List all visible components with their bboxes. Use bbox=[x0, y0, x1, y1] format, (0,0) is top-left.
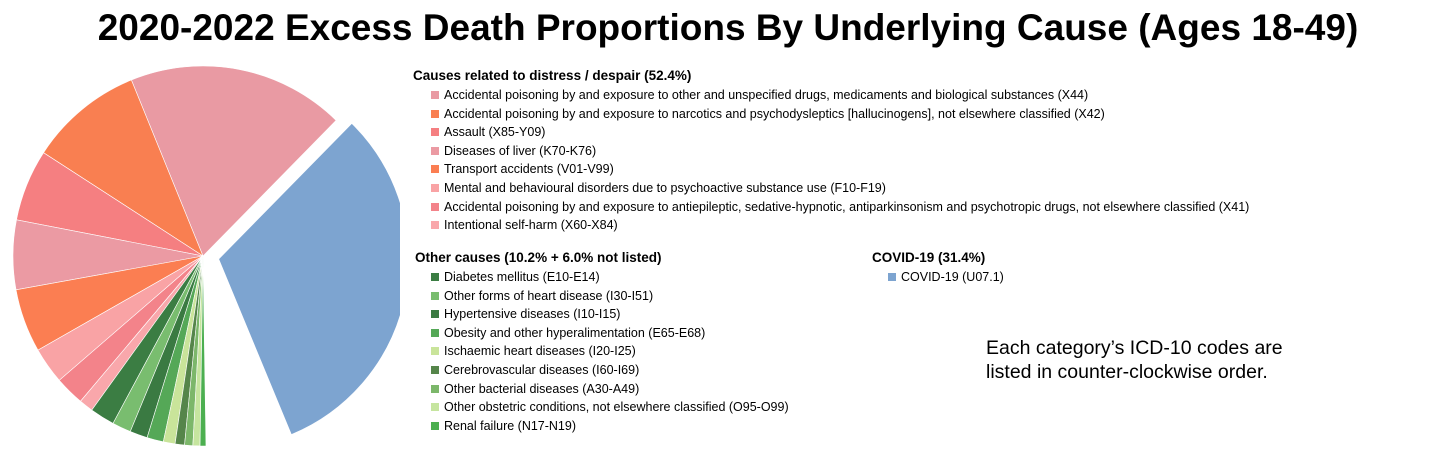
legend-item bbox=[431, 306, 620, 322]
legend-swatch bbox=[431, 91, 439, 99]
legend-swatch bbox=[431, 203, 439, 211]
legend-heading-covid: COVID-19 (31.4%) bbox=[872, 250, 986, 265]
legend-label: Ischaemic heart diseases (I20-I25) bbox=[444, 344, 636, 359]
legend-swatch bbox=[431, 310, 439, 318]
legend-label: Cerebrovascular diseases (I60-I69) bbox=[444, 363, 640, 377]
chart-title: 2020-2022 Excess Death Proportions By Underlying Cause (Ages 18-49) bbox=[97, 7, 1359, 48]
note-line-1: Each category’s ICD-10 codes are bbox=[986, 337, 1283, 359]
legend-swatch bbox=[888, 273, 896, 281]
legend-item bbox=[431, 87, 1088, 103]
legend-label: Mental and behavioural disorders due to psychoactive substance use (F10-F19) bbox=[444, 181, 886, 195]
legend-swatch bbox=[431, 292, 439, 300]
legend-item bbox=[431, 381, 639, 397]
legend-swatch bbox=[431, 422, 439, 430]
legend-item bbox=[431, 143, 596, 159]
legend-label: Other obstetric conditions, not elsewhere classified (O95-O99) bbox=[444, 400, 789, 415]
legend-swatch bbox=[431, 329, 439, 337]
legend-label: Renal failure (N17-N19) bbox=[444, 418, 577, 433]
legend-label: COVID-19 (U07.1) bbox=[901, 270, 1004, 284]
legend-item bbox=[431, 124, 545, 140]
legend-item bbox=[431, 288, 653, 304]
legend-item bbox=[888, 269, 1004, 285]
legend-label: Intentional self-harm (X60-X84) bbox=[444, 218, 618, 233]
legend-heading-despair: Causes related to distress / despair (52.4%) bbox=[413, 68, 692, 83]
legend-label: Diseases of liver (K70-K76) bbox=[444, 143, 597, 158]
legend-item bbox=[431, 106, 1105, 122]
legend-label: Accidental poisoning by and exposure to antiepileptic, sedative-hypnotic, antiparkinsonism and psychotropic drugs, not elsewhere classified (X41) bbox=[444, 199, 1250, 214]
legend-item bbox=[431, 161, 614, 177]
legend-label: Other bacterial diseases (A30-A49) bbox=[444, 381, 640, 396]
legend-label: Hypertensive diseases (I10-I15) bbox=[444, 307, 621, 322]
legend-swatch bbox=[431, 366, 439, 374]
legend-item bbox=[431, 269, 600, 285]
legend-swatch bbox=[431, 403, 439, 411]
legend-item bbox=[431, 343, 636, 359]
legend-item bbox=[431, 362, 639, 378]
legend-swatch bbox=[431, 273, 439, 281]
legend-item bbox=[431, 217, 618, 233]
legend-item bbox=[431, 418, 576, 434]
ordering-note bbox=[986, 336, 1283, 384]
legend-label: Accidental poisoning by and exposure to other and unspecified drugs, medicaments and biological substances (X44) bbox=[444, 88, 1089, 102]
legend-swatch bbox=[431, 110, 439, 118]
pie-chart bbox=[0, 0, 400, 449]
legend-heading-other: Other causes (10.2% + 6.0% not listed) bbox=[415, 250, 662, 265]
legend-swatch bbox=[431, 347, 439, 355]
legend-label: Transport accidents (V01-V99) bbox=[444, 162, 614, 177]
legend-label: Accidental poisoning by and exposure to narcotics and psychodysleptics [hallucinogens], not elsewhere classified (X42) bbox=[444, 106, 1105, 121]
legend-item bbox=[431, 325, 705, 341]
legend-label: Assault (X85-Y09) bbox=[444, 125, 546, 140]
legend-swatch bbox=[431, 128, 439, 136]
legend-item bbox=[431, 399, 789, 415]
legend-item bbox=[431, 180, 886, 196]
legend-swatch bbox=[431, 221, 439, 229]
legend-label: Diabetes mellitus (E10-E14) bbox=[444, 270, 600, 284]
note-line-2: listed in counter-clockwise order. bbox=[986, 361, 1268, 383]
legend-item bbox=[431, 199, 1249, 215]
legend-swatch bbox=[431, 165, 439, 173]
legend-label: Obesity and other hyperalimentation (E65-E68) bbox=[444, 325, 706, 340]
legend-label: Other forms of heart disease (I30-I51) bbox=[444, 288, 654, 303]
legend-swatch bbox=[431, 184, 439, 192]
legend-swatch bbox=[431, 147, 439, 155]
legend-swatch bbox=[431, 385, 439, 393]
